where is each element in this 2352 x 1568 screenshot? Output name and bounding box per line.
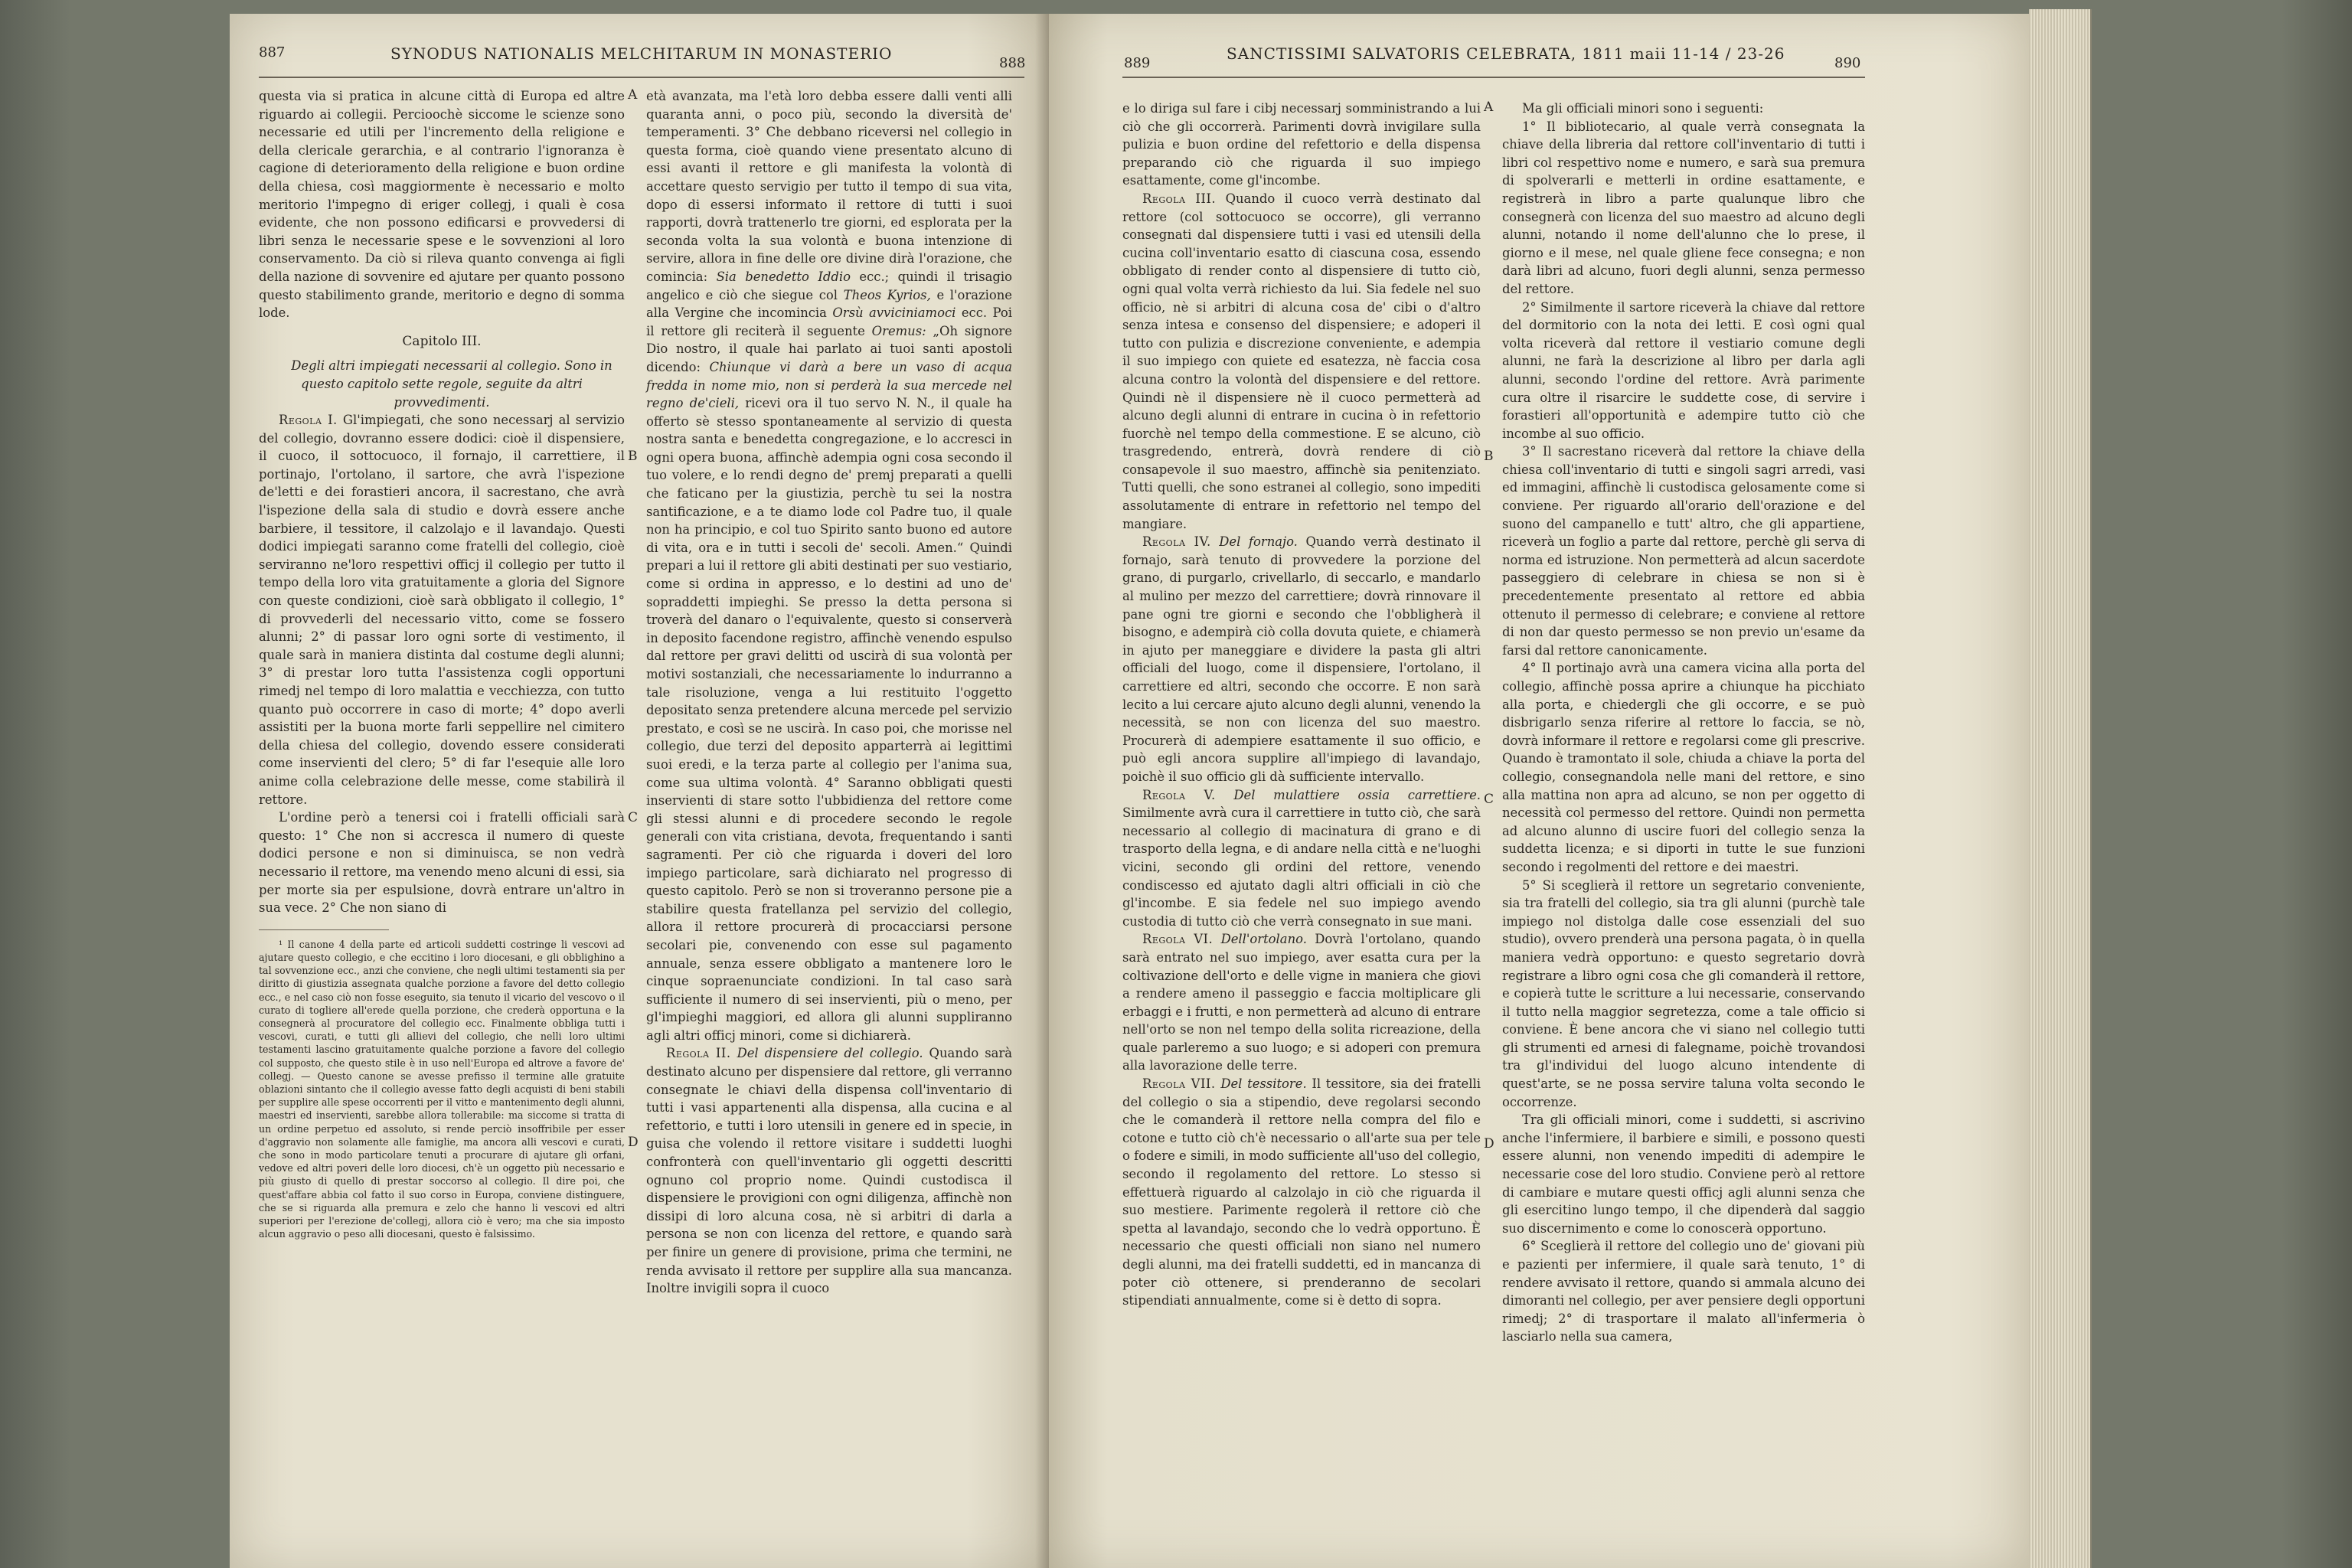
regola-label: Regola IV. [1142, 534, 1211, 550]
header-rule [1122, 77, 1865, 78]
regola-title: Del dispensiere del collegio. [737, 1046, 923, 1061]
left-column-2 [646, 87, 1012, 1298]
paragraph-text: Quando verrà destinato il fornajo, sarà tenuto di provvedere la porzione del grano, di purgarlo, crivellarlo, di seccarlo, e mandarlo al mulino per mezzo del carrettiere; dovrà rinnovare il pane ogni tre giorni e secondo che l'obbligherà il bisogno, e adempirà ciò colla dovuta quiete, e chiamerà in ajuto per maneggiare e dividere la pasta gli altri officiali del luogo, come il dispensiere, l'ortolano, il carrettiere ed altri, secondo che occorre. E non sarà lecito a lui cercare ajuto alcuno degli alunni, venendo la necessità, se non con licenza del suo maestro. Procurerà di adempiere esattamente il suo officio, e può egli ancora supplire all'impiego di lavandajo, poichè il suo officio gli dà sufficiente intervallo. [1122, 534, 1481, 784]
regola-label: Regola VI. [1142, 932, 1214, 947]
margin-letter-d: D [628, 1135, 639, 1150]
footnote: ¹ Il canone 4 della parte ed articoli suddetti costringe li vescovi ad ajutare questo collegio, e che eccitino i loro diocesani, e gli obblighino a tal sovvenzione ecc., anzi che conviene, che negli ultimi testamenti sia per diritto di giustizia assegnata qualche porzione a favore del detto collegio ecc., e nel caso ciò non fosse eseguito, sia tenuto il vicario del vescovo o il curato di togliere all'erede quella porzione, che crederà opportuna e la consegnerà al procuratore del collegio ecc. Finalmente obbliga tutti i vescovi, curati, e tutti gli allievi del collegio, che nelli loro ultimi testamenti lascino gratuitamente qualche porzione a favore del collegio col supposto, che questo stile è in uso nell'Europa ed altrove a favore de' collegj. — Questo canone se avesse prefisso il termine alle gratuite oblazioni sintanto che il collegio avesse fatto degli acquisti di beni stabili per supplire alle spese occorrenti per il vitto e mantenimento degli alunni, maestri ed inservienti, sarebbe allora tollerabile: ma siccome si tratta di un ordine perpetuo ed assoluto, si rende perciò insoffribile per esser d'aggravio non solamente alle famiglie, ma ancora alli vescovi e curati, che sono in modo particolare tenuti a procurare di ajutare gli orfani, vedove ed altri poveri delle loro diocesi, ch'è un oggetto più necessario e più giusto di quello di prestar soccorso al collegio. Il dire poi, che quest'affare abbia col fatto il suo corso in Europa, conviene distinguere, che se si riguarda alla premura e zelo che hanno li vescovi ed altri superiori per l'erezione de'collegj, allora ciò è vero; ma che sia imposto alcun aggravio o peso alli diocesani, questo è falsissimo. [259, 938, 625, 1240]
paragraph-text: Il tessitore, sia dei fratelli del collegio o sia a stipendio, deve regolarsi secondo che le comanderà il rettore nella compra del filo e cotone e tutto ciò ch'è necessario o all'arte sua per tele o fodere e simili, in modo sufficiente all'uso del collegio, secondo il regolamento del rettore. Lo stesso si effettuerà riguardo al calzolajo in ciò che riguarda il suo mestiere. Parimente regolerà il rettore ciò che spetta al lavandajo, secondo che lo vedrà opportuno. È necessario che questi officiali non siano nel numero degli alunni, ma dei fratelli suddetti, ed in mancanza di poter ciò ottenere, si prenderanno de secolari stipendiati annualmente, come si è detto di sopra. [1122, 1076, 1481, 1308]
text: ecc. Poi il rettore gli reciterà il seguente [646, 305, 1012, 338]
paragraph [646, 87, 1012, 1044]
text: ricevi ora il tuo servo N. N., il quale ha offerto sè stesso spontaneamente al servizio di questa nostra santa e benedetta congregazione, e lo accresci in ogni opera buona, affinchè adempia ogni cosa secondo il tuo volere, e lo rendi degno de' premj preparati a quelli che faticano per la giustizia, perchè tu sei la nostra santificazione, e a te diamo lode col Padre tuo, il quale non ha principio, e col tuo Spirito santo buono ed autore di vita, ora e in tutti i secoli de' secoli. Amen.“ Quindi prepari a lui il rettore gli abiti destinati per suo vestiario, come si ordina in appresso, e lo destini ad uno de' sopraddetti impieghi. Se presso la detta persona si troverà del danaro o l'equivalente, questo si conserverà in deposito facendone registro, affinchè venendo espulso dal rettore per gravi delitti od uscirà di sua volontà per motivi sostanziali, che necessariamente lo indurranno a tale risoluzione, venga a lui restituito l'oggetto depositato senza pretendere alcuna mercede pel servizio prestato, e così se ne uscirà. In caso poi, che morisse nel collegio, due terzi del deposito apparterrà ai legittimi suoi eredi, e la terza parte al collegio per l'anima sua, come sua ultima volontà. 4° Saranno obbligati questi inservienti di stare sotto l'ubbidienza del rettore come gli stessi alunni e di procedere secondo le regole generali con vita cristiana, devota, frequentando i santi sagramenti. Per ciò che riguarda i doveri del loro impiego particolare, sarà dichiarato nel progresso di questo capitolo. Però se non si troveranno persone pie a stabilire questa fratellanza pel servizio del collegio, allora il rettore procurerà di procacciarsi persone secolari pie, convenendo con esse sul pagamento annuale, senza essere obbligato a mantenere loro le cinque sopraenunciate condizioni. In tal caso sarà sufficiente il numero di sei inservienti, più o meno, per gl'impieghi maggiori, ed allora gli alunni suppliranno agli altri officj minori, come si dichiarerà. [646, 396, 1012, 1043]
regola-title: Del tessitore. [1220, 1076, 1307, 1092]
regola-title: Del fornajo. [1219, 534, 1298, 550]
margin-letter-a: A [628, 87, 638, 103]
paragraph-regola-3 [1122, 190, 1481, 533]
regola-title: Dell'ortolano. [1220, 932, 1307, 947]
page-number-887: 887 [259, 44, 286, 60]
margin-letter-c: C [628, 810, 639, 825]
page-number-889: 889 [1124, 55, 1151, 71]
margin-letter-b: B [1484, 449, 1494, 464]
paragraph-regola-2 [646, 1044, 1012, 1297]
paragraph-regola-4 [1122, 533, 1481, 786]
text: e l'orazione alla Vergine che incomincia [646, 287, 1012, 321]
paragraph-regola-7 [1122, 1075, 1481, 1310]
paragraph-text: Quando il cuoco verrà destinato dal rettore (col sottocuoco se occorre), gli verranno consegnati dal dispensiere tutti i vasi ed utensili della cucina coll'inventario esatto di ciascuna cosa, essendo obbligato di render conto al dispensiere di tutto ciò, ogni qual volta verrà richiesto da lui. Sia fedele nel suo officio, nè si arbitri di alcuna cosa de' cibi o d'altro senza intesa e consenso del dispensiere; e adoperi il tutto con pulizia e discrezione conveniente, e adempia il suo impiego con quiete ed esatezza, nè faccia cosa alcuna contro la volontà del dispensiere e del rettore. Quindi nè il dispensiere nè il cuoco permetterà ad alcuno degli alunni di entrare in cucina ò in refettorio fuorchè nel tempo della commestione. E se alcuno, ciò trasgredendo, entrerà, dovrà rendere di ciò consapevole il suo maestro, affinchè sia penitenziato. Tutti quelli, che sono estranei al collegio, sono impediti assolutamente di entrare in refettorio nel tempo del mangiare. [1122, 191, 1481, 531]
left-page [230, 14, 1049, 1568]
paragraph: 5° Si sceglierà il rettore un segretario conveniente, sia tra fratelli del collegio, sia tra gli alunni (purchè tale impiego nol distolga dalle cose essenziali del suo studio), ovvero prenderà una persona pagata, ò in quella maniera vedrà opportuno: e questo segretario dovrà registrare a libro ogni cosa che gli comanderà il rettore, e copierà tutte le scritture a lui necessarie, conservando il tutto nella maggior segretezza, come a tale officio si conviene. È bene ancora che vi siano nel collegio tutti gli strumenti ed arnesi di falegname, poichè trovandosi tra gl'individui del luogo alcuno intendente di quest'arte, se ne possa servire taluna volta secondo le occorrenze. [1502, 877, 1865, 1109]
running-head-left: SYNODUS NATIONALIS MELCHITARUM IN MONASTERIO [390, 44, 893, 63]
text: Sia benedetto Iddio [716, 269, 851, 284]
right-page [1049, 14, 2029, 1568]
regola-label: Regola III. [1142, 191, 1217, 206]
paragraph-regola-1 [259, 411, 625, 808]
page-number-890: 890 [1834, 55, 1861, 71]
text: età avanzata, ma l'età loro debba essere dalli venti alli quaranta anni, o poco più, secondo la diversità de' temperamenti. 3° Che debbano riceversi nel collegio in questa forma, cioè quando viene presentato alcuno di essi avanti il rettore e gli manifesta la volontà di accettare questo servigio per tutto il tempo di sua vita, dopo di essersi informato il rettore di tutti i suoi rapporti, dovrà trattenerlo tre giorni, ed esplorata per la seconda volta la sua volontà e buona intenzione di servire, allora in fine delle ore divine dirà l'orazione, che comincia: [646, 89, 1012, 284]
paragraph: 6° Sceglierà il rettore del collegio uno de' giovani più e pazienti per infermiere, il quale sarà tenuto, 1° di rendere avvisato il rettore, quando si ammala alcuno dei dimoranti nel collegio, per aver pensiere degli opportuni rimedj; 2° di trasportare il malato all'infermeria ò lasciarlo nella sua camera, [1502, 1239, 1865, 1344]
paragraph: L'ordine però a tenersi coi i fratelli officiali sarà questo: 1° Che non si accresca il numero di queste dodici persone e non si diminuisca, se non vedrà necessario il rettore, ma venendo meno alcuni di essi, sia per morte sia per espulsione, dovrà entrare un'altro in sua vece. 2° Che non siano di [259, 810, 625, 916]
margin-letter-b: B [628, 449, 638, 464]
regola-label: Regola V. [1142, 787, 1216, 802]
paragraph-text: Quando sarà destinato alcuno per dispensiere dal rettore, gli verranno consegnate le chiavi della dispensa coll'inventario di tutti i vasi appartenenti alla dispensa, alla cucina e al refettorio, e tutti i loro utensili in genere ed in specie, in guisa che volendo il rettore visitare i suddetti luoghi confronterà con quell'inventario gli oggetti descritti ognuno col proprio nome. Quindi custodisca il dispensiere le provigioni con ogni diligenza, affinchè non dissipi di loro alcuna cosa, nè si arbitri di darla a persona se non con licenza del rettore, e quando sarà per finire un genere di provisione, prima che termini, ne renda avvisato il rettore per supplire alla sua mancanza. Inoltre invigili sopra il cuoco [646, 1046, 1012, 1296]
chapter-subtitle: Degli altri impiegati necessarii al collegio. Sono in questo capitolo sette regole, seguite da altri provvedimenti. [291, 358, 612, 410]
running-head-right: SANCTISSIMI SALVATORIS CELEBRATA, 1811 maii 11-14 / 23-26 [1227, 44, 1785, 63]
paragraph: 1° Il bibliotecario, al quale verrà consegnata la chiave della libreria dal rettore coll'inventario di tutti i libri col respettivo nome e numero, e sarà sua premura di spolverarli e metterli in ordine esattamente, e registrerà in libro a parte qualunque libro che consegnerà con licenza del suo maestro ad alcuno degli alunni, notando il nome dell'alunno che lo prese, il giorno e il mese, nel quale gliene fece consegna; e non darà libri ad alcuno, fuori degli alunni, senza permesso del rettore. [1502, 119, 1865, 296]
regola-title: Del mulattiere ossia carrettiere. [1233, 787, 1481, 802]
header-rule [259, 77, 1024, 78]
paragraph: 3° Il sacrestano riceverà dal rettore la chiave della chiesa coll'inventario di tutti e singoli sagri arredi, vasi ed immagini, affinchè li custodisca gelosamente come si conviene. Per riguardo all'orario dell'orazione e del suono del campanello e tutt' altro, che gli appartiene, riceverà un foglio a parte dal rettore, perchè gli serva di norma ed istruzione. Non permetterà ad alcun sacerdote passeggiero di celebrare in chiesa se non si è precedentemente presentato al rettore ed abbia ottenuto il permesso di celebrare; e conviene al rettore di non dar questo permesso se non previo un'esame da farsi dal rettore canonicamente. [1502, 444, 1865, 658]
margin-letter-c: C [1484, 792, 1494, 807]
paragraph: e lo diriga sul fare i cibj necessarj somministrando a lui ciò che gli occorrerà. Parimenti dovrà invigilare sulla pulizia e buon ordine del refettorio e della dispensa preparando ciò che riguarda il suo impiego esattamente, come gl'incombe. [1122, 101, 1481, 188]
text: Theos Kyrios, [843, 287, 931, 302]
left-column-1 [259, 87, 625, 1240]
margin-letter-a: A [1484, 100, 1494, 115]
regola-label: Regola I. [279, 413, 338, 428]
text: Orsù avviciniamoci [832, 305, 956, 321]
right-column-2 [1502, 100, 1865, 1346]
footnote-rule [259, 929, 389, 930]
chapter-heading: Capitolo III. [402, 333, 482, 349]
paragraph-regola-5 [1122, 786, 1481, 931]
paragraph-text: Similmente avrà cura il carrettiere in tutto ciò, che sarà necessario al collegio di macinatura di grano e di trasporto della legna, e di andare nella città e ne'luoghi vicini, secondo gli ordini del rettore, venendo condiscesso ed ajutato dagli altri officiali in ciò che gl'incombe. E sia fedele nel suo impiego avendo custodia di tutto ciò che verrà consegnato in sue mani. [1122, 805, 1481, 929]
page-edges [2029, 9, 2092, 1568]
page-number-888: 888 [999, 55, 1026, 71]
text: ecc.; quindi il trisagio angelico e ciò che siegue col [646, 269, 1013, 302]
regola-label: Regola VII. [1142, 1076, 1216, 1092]
paragraph: Tra gli officiali minori, come i suddetti, si ascrivino anche l'infermiere, il barbiere e simili, e possono questi essere alunni, non venendo impediti di adempire le necessarie cose del loro studio. Conviene però al rettore di cambiare e mutare questi officj agli alunni senza che gli esercitino lungo tempo, il che dipenderà dal saggio suo discernimento e come lo conoscerà opportuno. [1502, 1112, 1865, 1236]
paragraph: 4° Il portinajo avrà una camera vicina alla porta del collegio, affinchè possa aprire a chiunque ha picchiato alla porta, e chiedergli che gli occorre, e se può disbrigarlo senza riferire al rettore lo faccia, se nò, dovrà informare il rettore e regolarsi come gli prescrive. Quando è tramontato il sole, chiuda a chiave la porta del collegio, consegnandola nelle mani del rettore, e sino alla mattina non apra ad alcuno, se non per oggetto di necessità col permesso del rettore. Quindi non permetta ad alcuno alunno di uscire fuori del collegio senza la suddetta licenza; e si diporti in tutte le sue funzioni secondo i regolmenti del rettore e dei maestri. [1502, 661, 1865, 874]
paragraph-regola-6 [1122, 930, 1481, 1075]
text: „Oh signore Dio nostro, il quale hai parlato ai tuoi santi apostoli dicendo: [646, 323, 1012, 374]
right-column-1 [1122, 100, 1481, 1310]
paragraph: Ma gli officiali minori sono i seguenti: [1522, 101, 1764, 116]
paragraph-text: Dovrà l'ortolano, quando sarà entrato nel suo impiego, aver esatta cura per la coltivazione dell'orto e delle vigne in maniera che giovi a rendere ameno il passeggio e faccia moltiplicare gli erbaggi e i frutti, e non permetterà ad alcuno di entrare nell'orto se non nel tempo della solita ricreazione, della quale parleremo a suo luogo; e si adoperi con premura alla lavorazione delle terre. [1122, 932, 1481, 1073]
text: Oremus: [871, 323, 926, 338]
regola-label: Regola II. [666, 1046, 731, 1061]
text: Chiunque vi darà a bere un vaso di acqua fredda in nome mio, non si perderà la sua mercede nel regno de'cieli, [646, 359, 1012, 411]
paragraph: questa via si pratica in alcune città di Europa ed altre riguardo ai collegii. Percioochè siccome le scienze sono necessarie ed utili per l'incremento della religione e della clericale gerarchia, e al contrario l'ignoranza è cagione di deterioramento della religione e buon ordine della chiesa, così maggiormente è necessario e molto meritorio l'impegno di eriger collegj, i quali è cosa evidente, che non possono edificarsi e provvedersi di libri senza le necessarie spese e le sovvenzioni al loro conservamento. Da ciò si rileva quanto convenga ai figli della nazione di sovvenire ed ajutare per quanto possono questo stabilimento grande, meritorio e degno di somma lode. [259, 89, 625, 321]
paragraph-text: Gl'impiegati, che sono necessarj al servizio del collegio, dovranno essere dodici: cioè il dispensiere, il cuoco, il sottocuoco, il fornajo, il carrettiere, il portinajo, l'ortolano, il sartore, che avrà l'ispezione de'letti e dei forastieri ancora, il sacrestano, che avrà l'ispezione della sala di studio e dovrà essere anche barbiere, il tessitore, il calzolajo e il lavandajo. Questi dodici impiegati saranno come fratelli del collegio, cioè serviranno ne'loro respettivi officj il collegio per tutto il tempo della loro vita gratuitamente a gloria del Signore con queste condizioni, cioè sarà obbligato il collegio, 1° di provvederli del necessario vitto, come se fossero alunni; 2° di passar loro ogni sorte di vestimento, il quale sarà in maniera distinta dal costume degli alunni; 3° di prestar loro tutta l'assistenza cogli opportuni rimedj nel tempo di loro malattia e vecchiezza, con tutto quanto può occorrere in caso di morte; 4° dopo averli assistiti per la buona morte farli seppellire nel cimitero della chiesa del collegio, dovendo essere considerati come inservienti del clero; 5° di far l'esequie alle loro anime colla celebrazione delle messe, come stabilirà il rettore. [259, 413, 625, 807]
margin-letter-d: D [1484, 1136, 1494, 1152]
paragraph: 2° Similmente il sartore riceverà la chiave dal rettore del dormitorio con la nota dei letti. E così ogni qual volta riceverà dal rettore il vestiario comune degli alunni, ne farà la descrizione al libro per darla agli alunni, secondo l'ordine del rettore. Avrà parimente cura oltre il risarcire le suddette cose, di servire i forastieri all'opportunità e adempire tutto ciò che incombe al suo officio. [1502, 299, 1865, 441]
